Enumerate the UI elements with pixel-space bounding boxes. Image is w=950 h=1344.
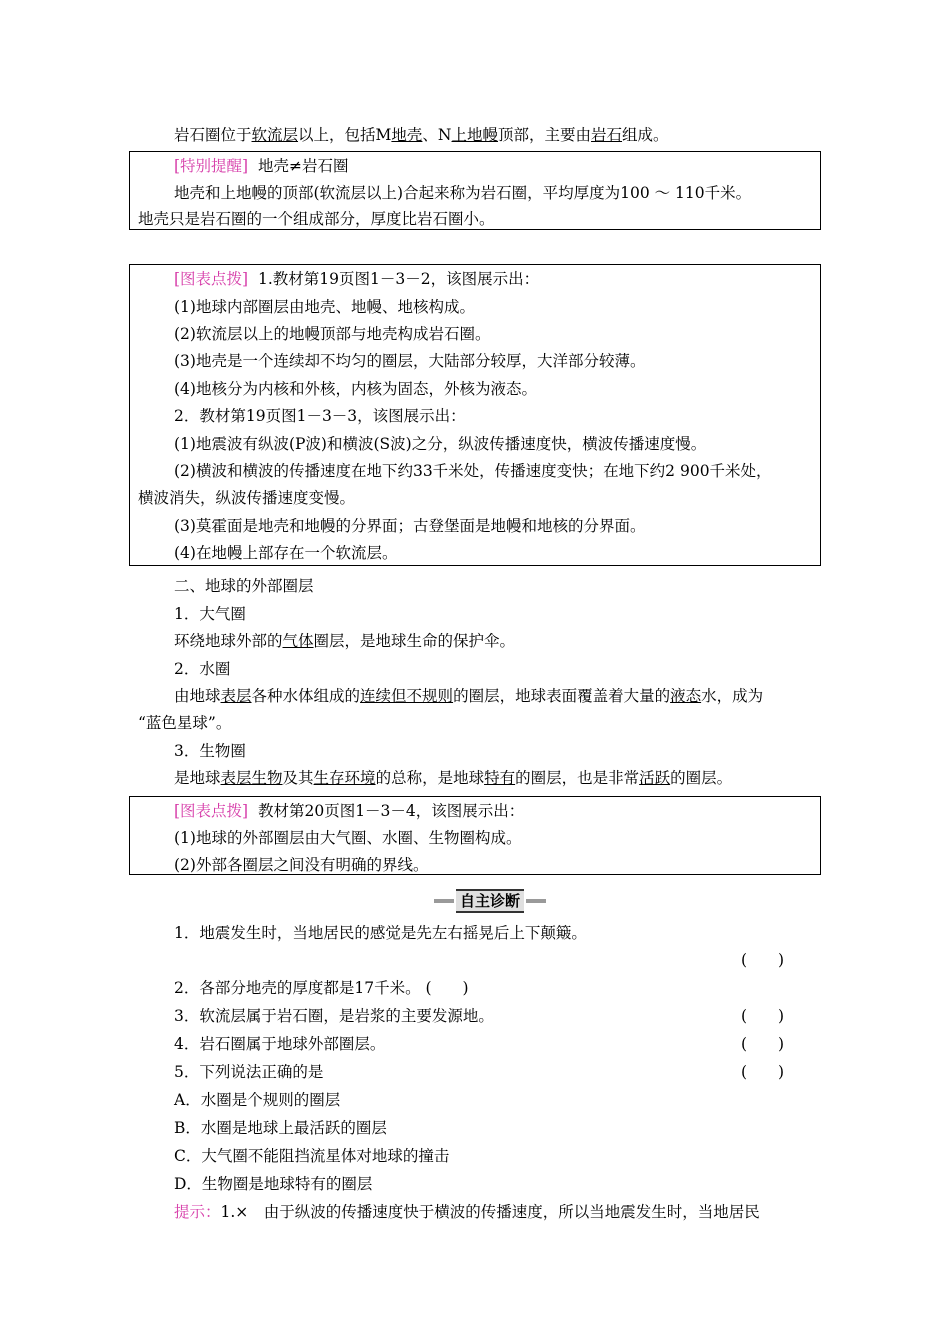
text: 以上，包括M — [298, 126, 392, 144]
answer-underlined: 生存环境 — [313, 769, 376, 787]
box-list-item: 2．教材第19页图1－3－3，该图展示出： — [174, 407, 466, 425]
banner-bar-right — [526, 899, 546, 903]
answer-blank: ( ) — [741, 1063, 785, 1081]
box-title: 教材第20页图1－3－4，该图展示出： — [257, 802, 525, 820]
special-reminder-tag: [特别提醒] — [174, 157, 249, 175]
answer-underlined: 液态 — [670, 687, 702, 705]
subheading-atmosphere: 1．大气圈 — [174, 605, 246, 623]
text: 、N — [422, 126, 452, 144]
chart-tips-tag: [图表点拨] — [174, 802, 249, 820]
question-2: 2．各部分地壳的厚度都是17千米。 ( ) — [174, 979, 469, 997]
lithosphere-paragraph — [174, 125, 669, 145]
answer-underlined: 连续但不规则 — [360, 687, 454, 705]
special-reminder-title — [174, 156, 348, 176]
answer-underlined: 气体 — [282, 632, 314, 650]
answer-underlined: 岩石 — [591, 126, 623, 144]
subheading-hydrosphere: 2．水圈 — [174, 660, 231, 678]
answer-underlined: 地壳 — [391, 126, 423, 144]
box-list-item: 横波消失，纵波传播速度变慢。 — [138, 489, 356, 507]
question-1: 1．地震发生时，当地居民的感觉是先左右摇晃后上下颠簸。 — [174, 924, 587, 942]
answer-underlined: 表层生物 — [220, 769, 283, 787]
option-b: B．水圈是地球上最活跃的圈层 — [174, 1119, 387, 1137]
box-title: 地壳≠岩石圈 — [257, 157, 349, 175]
option-d: D．生物圈是地球特有的圈层 — [174, 1175, 373, 1193]
atmosphere-paragraph — [174, 631, 515, 651]
text: 的圈层，也是非常 — [515, 769, 640, 787]
chart-tips-title — [174, 269, 539, 289]
chart-tips-tag: [图表点拨] — [174, 270, 249, 288]
option-a: A．水圈是个规则的圈层 — [174, 1091, 341, 1109]
answer-underlined: 软流层 — [251, 126, 299, 144]
hydrosphere-paragraph — [174, 686, 763, 706]
text: 圈层，是地球生命的保护伞。 — [313, 632, 516, 650]
banner-bar-left — [434, 899, 454, 903]
hint-tag: 提示： — [174, 1203, 221, 1221]
box-list-item: (2)外部各圈层之间没有明确的界线。 — [174, 856, 429, 874]
question-4: 4．岩石圈属于地球外部圈层。 — [174, 1035, 386, 1053]
answer-underlined: 特有 — [484, 769, 516, 787]
answer-blank: ( ) — [741, 1035, 785, 1053]
box-title: 1.教材第19页图1－3－2，该图展示出： — [257, 270, 540, 288]
answer-blank: ( ) — [741, 951, 785, 969]
box-list-item: (1)地球内部圈层由地壳、地幔、地核构成。 — [174, 298, 475, 316]
text: 的圈层，地球表面覆盖着大量的 — [453, 687, 671, 705]
biosphere-paragraph — [174, 768, 732, 788]
answer-underlined: 表层 — [220, 687, 252, 705]
option-c: C．大气圈不能阻挡流星体对地球的撞击 — [174, 1147, 450, 1165]
box-list-item: (4)在地幔上部存在一个软流层。 — [174, 544, 398, 562]
text: 的总称，是地球 — [375, 769, 485, 787]
hint-line — [174, 1202, 760, 1222]
text: 组成。 — [622, 126, 669, 144]
box-list-item: (1)地震波有纵波(P波)和横波(S波)之分，纵波传播速度快，横波传播速度慢。 — [174, 435, 707, 453]
answer-blank: ( ) — [741, 1007, 785, 1025]
text: 水，成为 — [701, 687, 764, 705]
text: 各种水体组成的 — [251, 687, 361, 705]
text: 及其 — [282, 769, 314, 787]
hydrosphere-paragraph-cont: “蓝色星球”。 — [138, 714, 232, 732]
box-list-item: (2)横波和横波的传播速度在地下约33千米处，传播速度变快；在地下约2 900千米处， — [174, 462, 772, 480]
text: 由地球 — [174, 687, 221, 705]
chart-tips-title — [174, 801, 524, 821]
section-heading: 二、地球的外部圈层 — [174, 577, 314, 595]
self-diagnosis-banner — [434, 889, 546, 913]
hint-text: 1.× 由于纵波的传播速度快于横波的传播速度，所以当地震发生时，当地居民 — [220, 1203, 760, 1221]
box-text-line: 地壳只是岩石圈的一个组成部分，厚度比岩石圈小。 — [138, 210, 495, 228]
text: 的圈层。 — [670, 769, 733, 787]
answer-underlined: 上地幔 — [451, 126, 499, 144]
text: 顶部，主要由 — [498, 126, 592, 144]
text: 是地球 — [174, 769, 221, 787]
text: 岩石圈位于 — [174, 126, 252, 144]
subheading-biosphere: 3．生物圈 — [174, 742, 246, 760]
box-list-item: (2)软流层以上的地幔顶部与地壳构成岩石圈。 — [174, 325, 491, 343]
text: 环绕地球外部的 — [174, 632, 283, 650]
answer-underlined: 活跃 — [639, 769, 671, 787]
banner-label: 自主诊断 — [456, 889, 524, 913]
question-3: 3．软流层属于岩石圈，是岩浆的主要发源地。 — [174, 1007, 494, 1025]
box-text-line: 地壳和上地幔的顶部(软流层以上)合起来称为岩石圈，平均厚度为100 ～ 110千米。 — [174, 184, 752, 202]
box-list-item: (1)地球的外部圈层由大气圈、水圈、生物圈构成。 — [174, 829, 522, 847]
box-list-item: (4)地核分为内核和外核，内核为固态，外核为液态。 — [174, 380, 537, 398]
question-5: 5．下列说法正确的是 — [174, 1063, 324, 1081]
box-list-item: (3)地壳是一个连续却不均匀的圈层，大陆部分较厚，大洋部分较薄。 — [174, 352, 646, 370]
box-list-item: (3)莫霍面是地壳和地幔的分界面；古登堡面是地幔和地核的分界面。 — [174, 517, 646, 535]
